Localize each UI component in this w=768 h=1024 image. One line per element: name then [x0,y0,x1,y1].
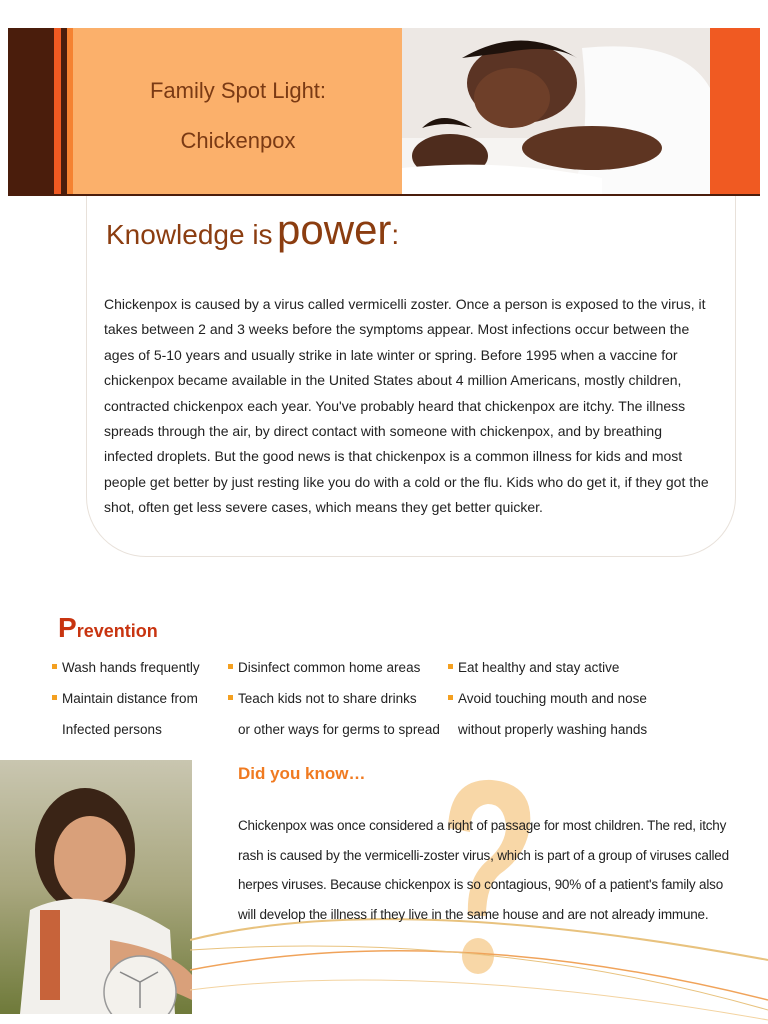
prevention-item-text: Teach kids not to share drinks [238,691,417,706]
girl-photo [0,760,192,1014]
knowledge-heading [106,206,399,254]
prevention-column-1 [52,652,200,745]
orange-stripe [54,28,61,194]
prevention-column-2 [228,652,440,745]
prevention-column-3 [448,652,647,745]
mother-baby-photo [402,28,710,194]
knowledge-paragraph: Chickenpox is caused by a virus called vermicelli zoster. Once a person is exposed to the virus, it takes between 2 and 3 weeks before the symptoms appear. Most infections occur between the ages of 5-10 years and usually strike in late winter or spring. Before 1995 when a vaccine for chickenpox became available in the United States about 4 million Americans, mostly children, contracted chickenpox each year. You've probably heard that chickenpox are itchy. The illness spreads through the air, by direct contact with someone with chickenpox, and by breathing infected droplets. But the good news is that chickenpox is a common illness for kids and most people get better by just resting like you do with a cold or the flu. Kids who do get it, if they got the shot, often get less severe cases, which means they get better quicker. [104,296,709,516]
prevention-item [52,652,200,683]
prevention-item-continued: without properly washing hands [458,722,648,737]
title-line-2: Chickenpox [180,128,296,153]
prevention-heading-rest: revention [76,621,158,641]
did-you-know-paragraph: Chickenpox was once considered a right of passage for most children. The red, itchy rash is caused by the vermicelli-zoster virus, which is part of a group of viruses called herpes viruses. Because chickenpox is so contagious, 90% of a patient's family also will develop the illness if they live in the same house and are not already immune. [238,818,729,922]
prevention-item-continued: Infected persons [62,722,162,737]
prevention-item [448,683,647,714]
prevention-item-text: Eat healthy and stay active [458,660,620,675]
bullet-icon [228,664,233,669]
prevention-item [52,683,200,714]
prevention-item [228,683,440,714]
prevention-item-text: Avoid touching mouth and nose [458,691,647,706]
prevention-item-text: Wash hands frequently [62,660,200,675]
prevention-heading [58,612,158,644]
orange-thin-stripe [67,28,73,194]
right-orange-bar [710,28,760,194]
prevention-heading-cap: P [58,612,77,643]
girl-with-ball-illustration [0,760,192,1014]
bullet-icon [448,695,453,700]
page-title [98,66,378,166]
bullet-icon [228,695,233,700]
bullet-icon [448,664,453,669]
knowledge-heading-colon: : [391,219,400,250]
bullet-icon [52,664,57,669]
bullet-icon [52,695,57,700]
knowledge-heading-emphasis: power [277,206,392,253]
mother-baby-illustration [402,28,710,194]
prevention-item-text: Maintain distance from [62,691,198,706]
prevention-item-text: Disinfect common home areas [238,660,421,675]
knowledge-heading-prefix: Knowledge is [106,219,273,250]
prevention-item-continued: or other ways for germs to spread [238,722,440,737]
dark-stripe [8,28,54,194]
prevention-item [448,652,647,683]
header-banner [8,28,760,194]
title-line-1: Family Spot Light: [149,78,327,103]
prevention-item [228,652,440,683]
did-you-know-heading: Did you know… [238,764,366,783]
